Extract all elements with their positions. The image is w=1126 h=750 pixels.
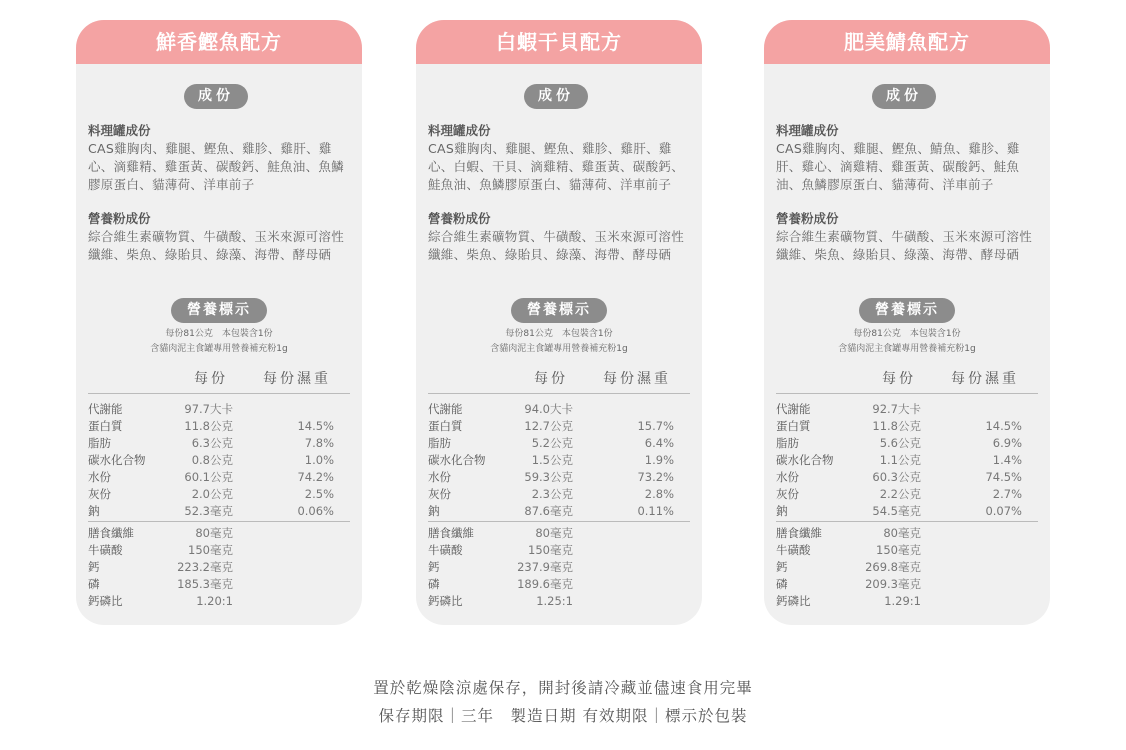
nutrition-rows-extra	[776, 525, 1038, 610]
row-amount: 87.6毫克	[524, 504, 573, 518]
row-label: 碳水化合物	[428, 453, 486, 467]
row-label: 牛磺酸	[428, 543, 463, 557]
row-amount: 80毫克	[195, 526, 233, 540]
row-label: 水份	[428, 470, 451, 484]
card-title: 白蝦干貝配方	[416, 20, 702, 64]
row-label: 磷	[428, 577, 440, 591]
serving-line-1: 每份81公克 本包裝含1份	[165, 329, 273, 339]
table-row	[776, 559, 1038, 576]
can-ingredients-text: CAS雞胸肉、雞腿、鰹魚、雞胗、雞肝、雞心、滴雞精、雞蛋黃、碳酸鈣、鮭魚油、魚鱗膠原蛋白、貓薄荷、洋車前子	[88, 141, 345, 192]
row-percent: 74.2%	[297, 470, 334, 484]
serving-info	[764, 327, 1050, 357]
table-row	[88, 486, 350, 503]
row-percent: 7.8%	[304, 436, 334, 450]
row-label: 水份	[88, 470, 111, 484]
serving-line-2: 含貓肉泥主食罐專用營養補充粉1g	[150, 344, 288, 354]
can-ingredients	[776, 122, 1044, 194]
row-label: 鈣	[776, 560, 788, 574]
row-percent: 6.9%	[992, 436, 1022, 450]
nutrition-rows-main	[428, 401, 690, 520]
powder-ingredients-title: 營養粉成份	[428, 211, 491, 226]
powder-ingredients-title: 營養粉成份	[88, 211, 151, 226]
row-amount: 54.5毫克	[872, 504, 921, 518]
row-label: 蛋白質	[776, 419, 811, 433]
row-amount: 1.29:1	[884, 594, 921, 608]
row-amount: 59.3公克	[524, 470, 573, 484]
can-ingredients-title: 料理罐成份	[776, 123, 839, 138]
table-row	[428, 559, 690, 576]
row-label: 鈉	[776, 504, 788, 518]
row-amount: 11.8公克	[872, 419, 921, 433]
row-label: 牛磺酸	[776, 543, 811, 557]
row-amount: 80毫克	[883, 526, 921, 540]
recipe-card-2	[764, 20, 1050, 625]
row-amount: 189.6毫克	[517, 577, 573, 591]
row-amount: 12.7公克	[524, 419, 573, 433]
row-amount: 269.8毫克	[865, 560, 921, 574]
row-amount: 60.3公克	[872, 470, 921, 484]
divider	[88, 521, 350, 522]
row-label: 鈉	[428, 504, 440, 518]
row-label: 碳水化合物	[88, 453, 146, 467]
row-percent: 2.5%	[304, 487, 334, 501]
recipe-card-0	[76, 20, 362, 625]
row-label: 鈣磷比	[776, 594, 811, 608]
row-label: 代謝能	[88, 402, 123, 416]
serving-line-1: 每份81公克 本包裝含1份	[505, 329, 613, 339]
row-amount: 185.3毫克	[177, 577, 233, 591]
row-label: 鈉	[88, 504, 100, 518]
serving-line-2: 含貓肉泥主食罐專用營養補充粉1g	[838, 344, 976, 354]
row-amount: 1.25:1	[536, 594, 573, 608]
can-ingredients-title: 料理罐成份	[88, 123, 151, 138]
row-percent: 14.5%	[985, 419, 1022, 433]
row-amount: 94.0大卡	[524, 402, 573, 416]
row-amount: 52.3毫克	[184, 504, 233, 518]
table-row	[428, 435, 690, 452]
nutrition-pill: 營養標示	[511, 298, 607, 323]
table-row	[428, 525, 690, 542]
ingredients-pill: 成份	[524, 84, 588, 109]
row-amount: 11.8公克	[184, 419, 233, 433]
row-amount: 237.9毫克	[517, 560, 573, 574]
nutrition-pill: 營養標示	[171, 298, 267, 323]
serving-info	[416, 327, 702, 357]
table-row	[776, 542, 1038, 559]
row-amount: 6.3公克	[191, 436, 233, 450]
table-row	[776, 401, 1038, 418]
row-label: 膳食纖維	[428, 526, 474, 540]
row-amount: 2.0公克	[191, 487, 233, 501]
row-label: 膳食纖維	[776, 526, 822, 540]
row-label: 碳水化合物	[776, 453, 834, 467]
table-row	[776, 503, 1038, 520]
row-percent: 14.5%	[297, 419, 334, 433]
table-row	[776, 435, 1038, 452]
powder-ingredients-text: 綜合維生素礦物質、牛磺酸、玉米來源可溶性纖維、柴魚、綠貽貝、綠藻、海帶、酵母硒	[88, 229, 345, 262]
row-amount: 1.20:1	[196, 594, 233, 608]
table-row	[776, 469, 1038, 486]
table-row	[88, 435, 350, 452]
row-percent: 0.06%	[297, 504, 334, 518]
table-row	[428, 593, 690, 610]
row-label: 鈣	[88, 560, 100, 574]
table-row	[428, 576, 690, 593]
row-percent: 1.4%	[992, 453, 1022, 467]
table-row	[88, 576, 350, 593]
divider	[428, 393, 690, 394]
row-percent: 1.9%	[644, 453, 674, 467]
row-label: 蛋白質	[428, 419, 463, 433]
row-amount: 2.2公克	[879, 487, 921, 501]
table-row	[428, 469, 690, 486]
can-ingredients	[428, 122, 696, 194]
row-label: 鈣磷比	[88, 594, 123, 608]
row-label: 磷	[776, 577, 788, 591]
row-label: 磷	[88, 577, 100, 591]
nutrition-rows-main	[88, 401, 350, 520]
row-label: 牛磺酸	[88, 543, 123, 557]
table-row	[776, 486, 1038, 503]
row-label: 脂肪	[88, 436, 111, 450]
row-label: 鈣磷比	[428, 594, 463, 608]
can-ingredients	[88, 122, 356, 194]
row-percent: 15.7%	[637, 419, 674, 433]
nutrition-rows-extra	[428, 525, 690, 610]
row-percent: 73.2%	[637, 470, 674, 484]
table-row	[88, 559, 350, 576]
can-ingredients-text: CAS雞胸肉、雞腿、鰹魚、雞胗、雞肝、雞心、白蝦、干貝、滴雞精、雞蛋黃、碳酸鈣、鮭魚油、魚鱗膠原蛋白、貓薄荷、洋車前子	[428, 141, 685, 192]
powder-ingredients	[428, 210, 696, 264]
row-percent: 0.07%	[985, 504, 1022, 518]
table-row	[88, 469, 350, 486]
card-title: 肥美鯖魚配方	[764, 20, 1050, 64]
row-label: 膳食纖維	[88, 526, 134, 540]
nutrition-rows-extra	[88, 525, 350, 610]
table-row	[88, 525, 350, 542]
row-amount: 5.6公克	[879, 436, 921, 450]
row-amount: 5.2公克	[531, 436, 573, 450]
serving-info	[76, 327, 362, 357]
row-label: 代謝能	[776, 402, 811, 416]
table-row	[88, 401, 350, 418]
row-percent: 0.11%	[637, 504, 674, 518]
storage-note: 置於乾燥陰涼處保存，開封後請冷藏並儘速食用完畢	[373, 679, 753, 697]
row-label: 蛋白質	[88, 419, 123, 433]
row-label: 脂肪	[776, 436, 799, 450]
row-label: 灰份	[428, 487, 451, 501]
col-header-wet-weight: 每份濕重	[951, 371, 1019, 387]
row-label: 鈣	[428, 560, 440, 574]
nutrition-rows-main	[776, 401, 1038, 520]
row-label: 脂肪	[428, 436, 451, 450]
row-percent: 2.7%	[992, 487, 1022, 501]
row-label: 灰份	[88, 487, 111, 501]
row-amount: 1.5公克	[531, 453, 573, 467]
table-row	[88, 503, 350, 520]
table-row	[428, 486, 690, 503]
powder-ingredients-text: 綜合維生素礦物質、牛磺酸、玉米來源可溶性纖維、柴魚、綠貽貝、綠藻、海帶、酵母硒	[428, 229, 685, 262]
col-header-wet-weight: 每份濕重	[263, 371, 331, 387]
table-row	[428, 418, 690, 435]
can-ingredients-title: 料理罐成份	[428, 123, 491, 138]
row-amount: 150毫克	[188, 543, 233, 557]
row-amount: 60.1公克	[184, 470, 233, 484]
table-row	[428, 542, 690, 559]
table-row	[776, 525, 1038, 542]
row-amount: 209.3毫克	[865, 577, 921, 591]
row-amount: 80毫克	[535, 526, 573, 540]
row-amount: 97.7大卡	[184, 402, 233, 416]
table-row	[88, 542, 350, 559]
row-amount: 150毫克	[528, 543, 573, 557]
row-label: 水份	[776, 470, 799, 484]
divider	[776, 393, 1038, 394]
powder-ingredients	[776, 210, 1044, 264]
ingredients-pill: 成份	[184, 84, 248, 109]
powder-ingredients-text: 綜合維生素礦物質、牛磺酸、玉米來源可溶性纖維、柴魚、綠貽貝、綠藻、海帶、酵母硒	[776, 229, 1033, 262]
row-percent: 1.0%	[304, 453, 334, 467]
row-amount: 223.2毫克	[177, 560, 233, 574]
shelf-life-note: 保存期限｜三年 製造日期 有效期限｜標示於包裝	[378, 707, 748, 725]
row-amount: 92.7大卡	[872, 402, 921, 416]
row-amount: 2.3公克	[531, 487, 573, 501]
col-header-per-serving: 每份	[882, 371, 916, 387]
table-row	[88, 593, 350, 610]
col-header-wet-weight: 每份濕重	[603, 371, 671, 387]
powder-ingredients	[88, 210, 356, 264]
row-label: 灰份	[776, 487, 799, 501]
nutrition-pill: 營養標示	[859, 298, 955, 323]
table-row	[428, 503, 690, 520]
recipe-card-1	[416, 20, 702, 625]
card-title: 鮮香鰹魚配方	[76, 20, 362, 64]
table-row	[88, 418, 350, 435]
divider	[88, 393, 350, 394]
table-row	[776, 418, 1038, 435]
ingredients-pill: 成份	[872, 84, 936, 109]
table-row	[776, 576, 1038, 593]
col-header-per-serving: 每份	[194, 371, 228, 387]
row-percent: 74.5%	[985, 470, 1022, 484]
table-row	[776, 452, 1038, 469]
table-row	[776, 593, 1038, 610]
powder-ingredients-title: 營養粉成份	[776, 211, 839, 226]
table-row	[428, 452, 690, 469]
col-header-per-serving: 每份	[534, 371, 568, 387]
serving-line-2: 含貓肉泥主食罐專用營養補充粉1g	[490, 344, 628, 354]
row-amount: 1.1公克	[879, 453, 921, 467]
can-ingredients-text: CAS雞胸肉、雞腿、鰹魚、鯖魚、雞胗、雞肝、雞心、滴雞精、雞蛋黃、碳酸鈣、鮭魚油、魚鱗膠原蛋白、貓薄荷、洋車前子	[776, 141, 1020, 192]
row-amount: 150毫克	[876, 543, 921, 557]
divider	[776, 521, 1038, 522]
row-label: 代謝能	[428, 402, 463, 416]
table-row	[88, 452, 350, 469]
row-amount: 0.8公克	[191, 453, 233, 467]
serving-line-1: 每份81公克 本包裝含1份	[853, 329, 961, 339]
table-row	[428, 401, 690, 418]
divider	[428, 521, 690, 522]
row-percent: 2.8%	[644, 487, 674, 501]
row-percent: 6.4%	[644, 436, 674, 450]
